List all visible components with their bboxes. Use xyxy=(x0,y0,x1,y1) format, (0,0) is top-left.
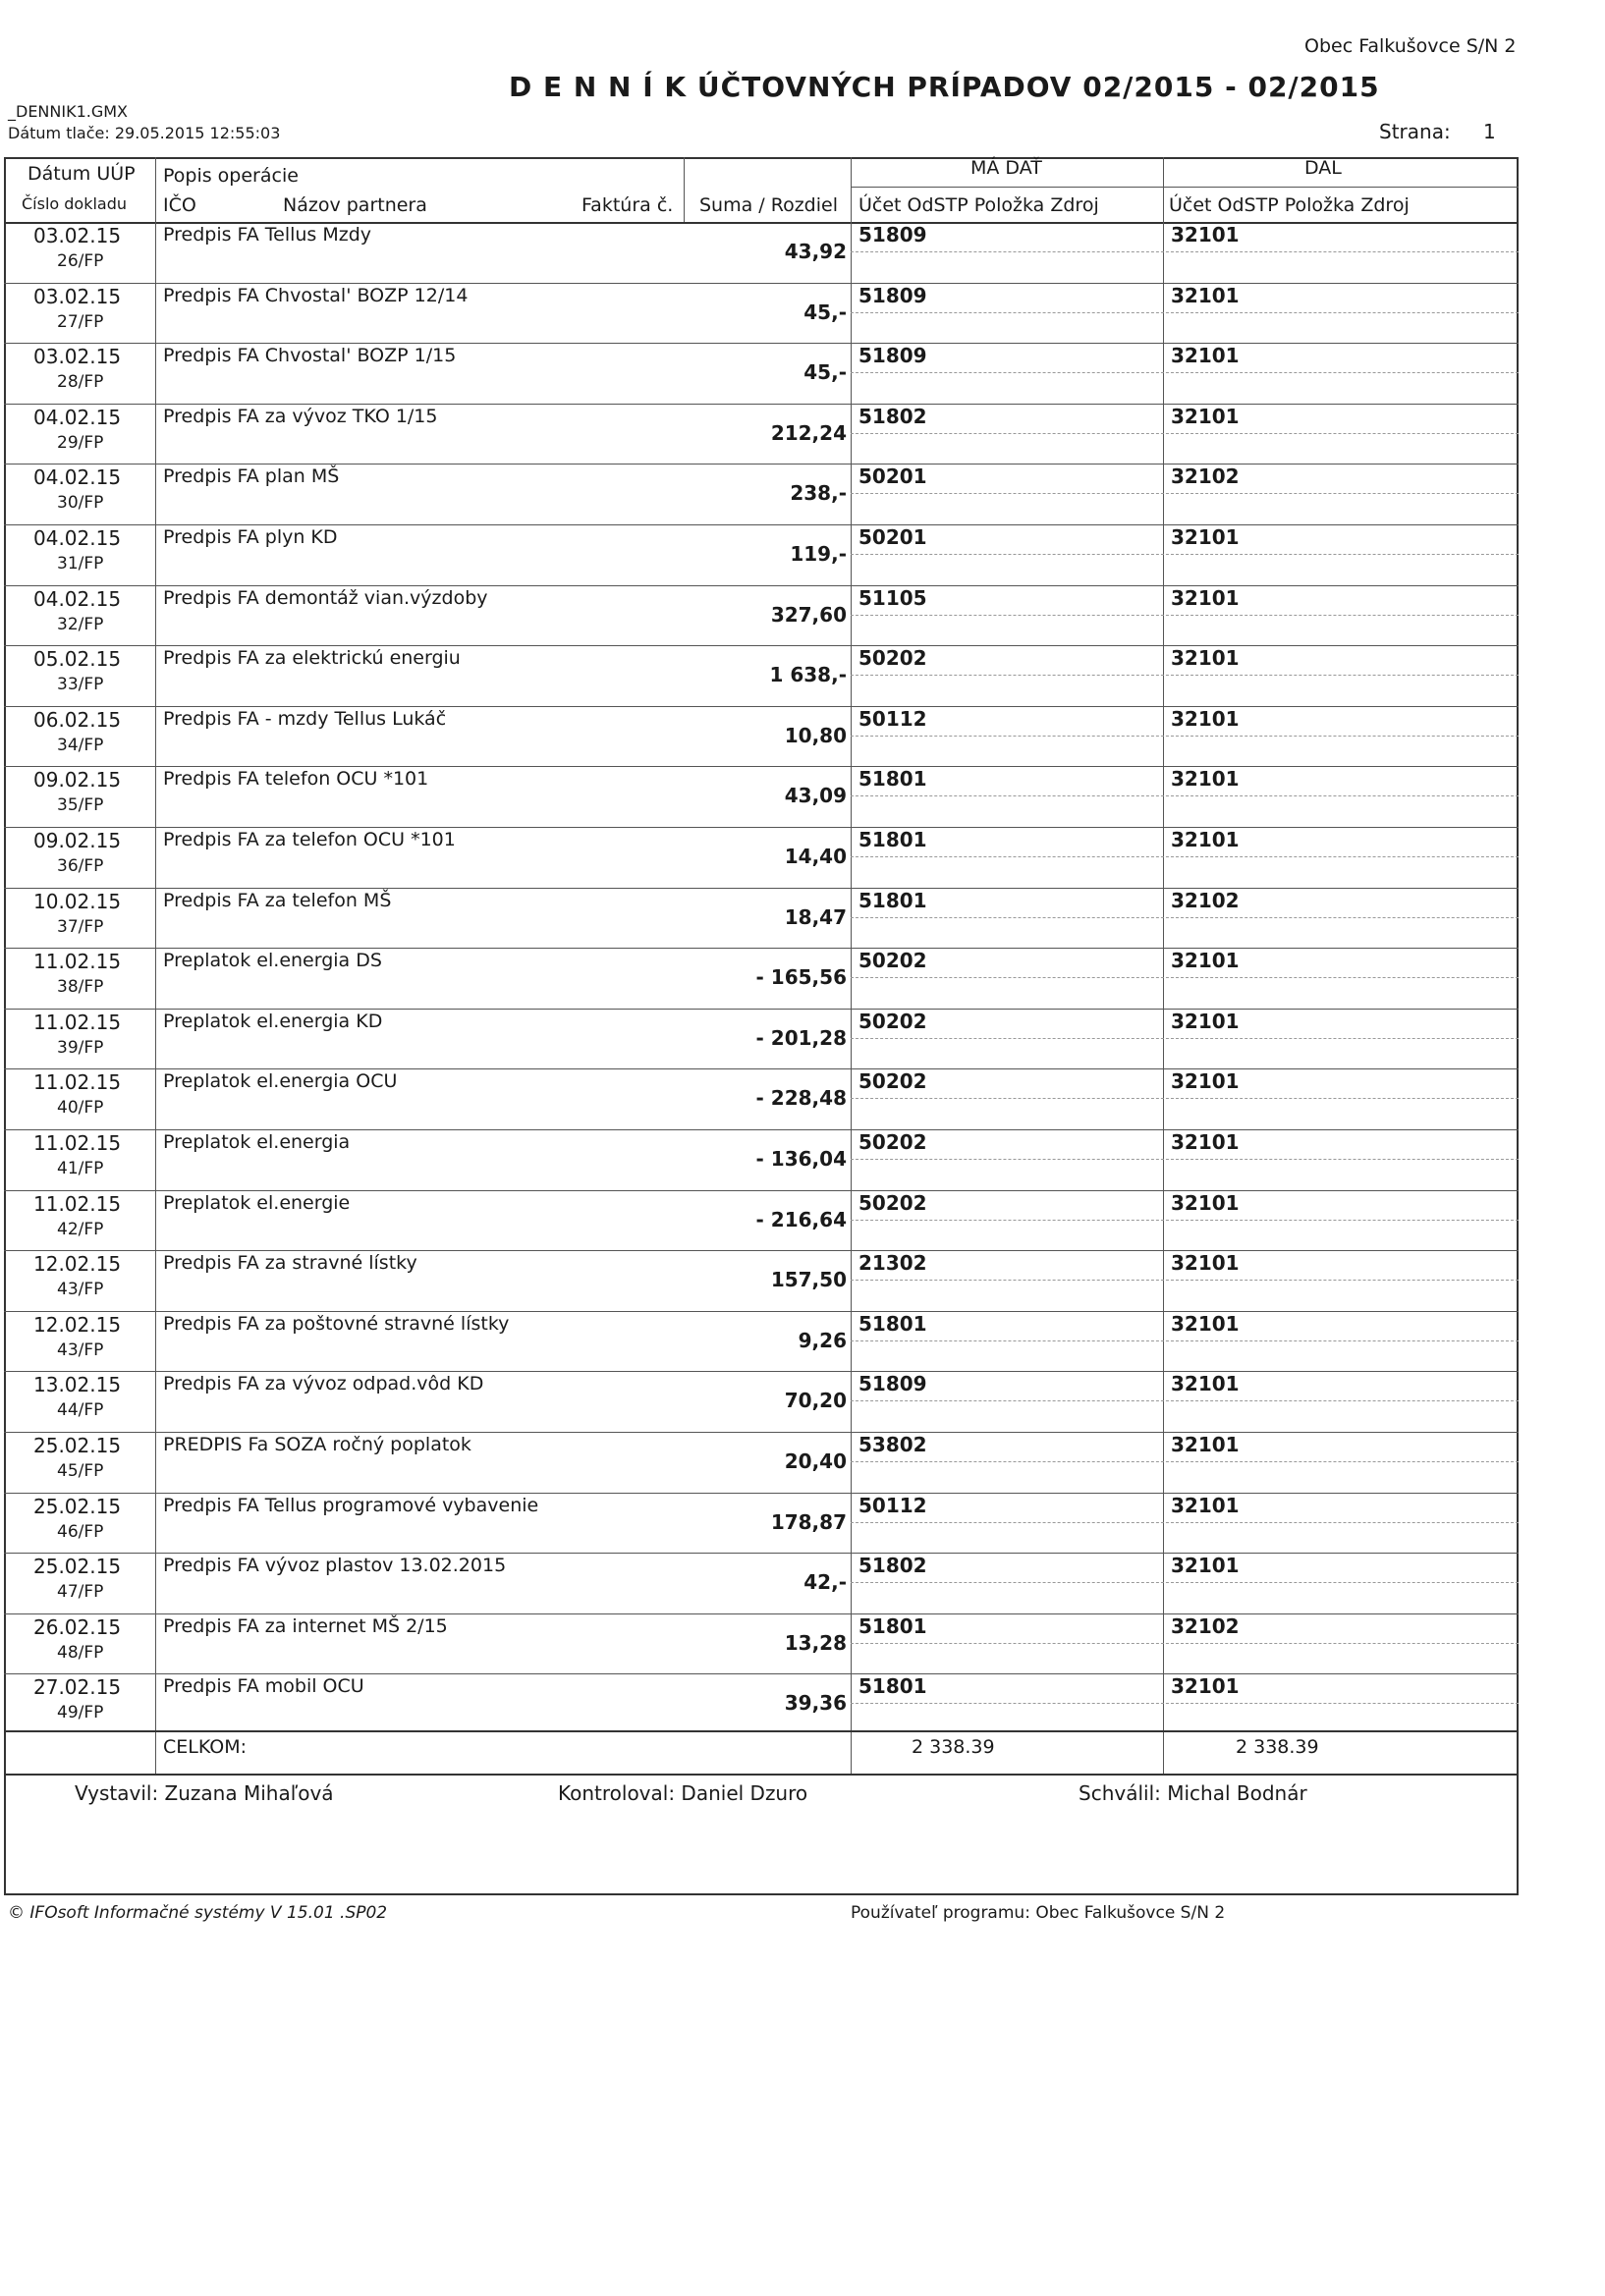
row-description: Predpis FA plyn KD xyxy=(163,526,338,548)
totals-bottom-line xyxy=(4,1774,1519,1776)
row-separator xyxy=(4,645,1519,646)
row-inner-line xyxy=(851,977,1519,978)
row-separator xyxy=(4,1311,1519,1312)
col-divider-1 xyxy=(155,157,156,1776)
row-description: Predpis FA telefon OCU *101 xyxy=(163,768,429,791)
row-description: Predpis FA Chvostal' BOZP 12/14 xyxy=(163,284,469,306)
row-inner-line xyxy=(851,1643,1519,1644)
row-inner-line xyxy=(851,433,1519,434)
row-dal-account: 32101 xyxy=(1171,1311,1240,1336)
row-doc-number: 40/FP xyxy=(57,1098,104,1119)
col-divider-3 xyxy=(851,157,852,1776)
total-dal: 2 338.39 xyxy=(1236,1736,1319,1758)
row-doc-number: 49/FP xyxy=(57,1703,104,1723)
row-doc-number: 36/FP xyxy=(57,856,104,876)
totals-top-line xyxy=(4,1730,1519,1732)
row-dal-account: 32101 xyxy=(1171,1069,1240,1094)
col-date-uup: Dátum UÚP xyxy=(28,163,136,185)
row-description: Predpis FA Tellus Mzdy xyxy=(163,224,372,246)
row-description: Preplatok el.energie xyxy=(163,1191,351,1214)
row-ma-dat-account: 50202 xyxy=(858,646,927,671)
row-description: Preplatok el.energia xyxy=(163,1131,351,1153)
row-ma-dat-account: 51801 xyxy=(858,1613,927,1638)
row-separator xyxy=(4,948,1519,949)
row-doc-number: 35/FP xyxy=(57,795,104,816)
row-inner-line xyxy=(851,372,1519,373)
row-dal-account: 32101 xyxy=(1171,525,1240,549)
row-doc-number: 30/FP xyxy=(57,493,104,514)
row-ma-dat-account: 50202 xyxy=(858,1130,927,1154)
row-date: 27.02.15 xyxy=(33,1675,122,1700)
row-date: 09.02.15 xyxy=(33,829,122,852)
row-description: Predpis FA - mzdy Tellus Lukáč xyxy=(163,707,447,730)
col-ico: IČO xyxy=(163,194,196,216)
row-inner-line xyxy=(851,1703,1519,1704)
row-inner-line xyxy=(851,251,1519,252)
row-separator xyxy=(4,1190,1519,1191)
row-separator xyxy=(4,343,1519,344)
row-date: 11.02.15 xyxy=(33,1010,122,1034)
row-date: 11.02.15 xyxy=(33,1131,122,1155)
page-number: 1 xyxy=(1483,120,1496,143)
row-inner-line xyxy=(851,1159,1519,1160)
row-dal-account: 32101 xyxy=(1171,1554,1240,1578)
row-dal-account: 32101 xyxy=(1171,344,1240,368)
row-separator xyxy=(4,1673,1519,1674)
row-amount: 45,- xyxy=(803,300,847,324)
row-amount: 13,28 xyxy=(784,1630,847,1655)
row-ma-dat-account: 50202 xyxy=(858,1190,927,1215)
checked-by: Kontroloval: Daniel Dzuro xyxy=(558,1781,808,1805)
row-ma-dat-account: 51802 xyxy=(858,1554,927,1578)
row-amount: - 136,04 xyxy=(755,1147,847,1171)
row-date: 03.02.15 xyxy=(33,224,122,247)
col-doc-no: Číslo dokladu xyxy=(22,194,128,213)
row-separator xyxy=(4,706,1519,707)
row-separator xyxy=(4,404,1519,405)
row-ma-dat-account: 50202 xyxy=(858,1069,927,1094)
col-amount: Suma / Rozdiel xyxy=(699,194,838,216)
row-ma-dat-account: 50201 xyxy=(858,525,927,549)
total-ma-dat: 2 338.39 xyxy=(912,1736,995,1758)
row-dal-account: 32101 xyxy=(1171,1493,1240,1517)
row-amount: 39,36 xyxy=(784,1691,847,1716)
row-inner-line xyxy=(851,1461,1519,1462)
row-inner-line xyxy=(851,1280,1519,1281)
row-description: Predpis FA demontáž vian.výzdoby xyxy=(163,586,488,609)
row-separator xyxy=(4,524,1519,525)
row-amount: - 165,56 xyxy=(755,965,847,990)
row-amount: 18,47 xyxy=(784,904,847,929)
row-separator xyxy=(4,1371,1519,1372)
row-description: Predpis FA za internet MŠ 2/15 xyxy=(163,1614,448,1637)
row-description: Predpis FA Tellus programové vybavenie xyxy=(163,1494,539,1516)
row-doc-number: 42/FP xyxy=(57,1219,104,1239)
row-separator xyxy=(4,1432,1519,1433)
issued-by: Vystavil: Zuzana Mihaľová xyxy=(75,1781,334,1805)
row-dal-account: 32101 xyxy=(1171,1433,1240,1456)
row-description: PREDPIS Fa SOZA ročný poplatok xyxy=(163,1434,471,1455)
row-ma-dat-account: 50201 xyxy=(858,465,927,489)
row-separator xyxy=(4,1009,1519,1010)
row-ma-dat-account: 51809 xyxy=(858,283,927,307)
row-description: Predpis FA za telefon OCU *101 xyxy=(163,829,456,850)
row-dal-account: 32101 xyxy=(1171,949,1240,973)
footer-software: © IFOsoft Informačné systémy V 15.01 .SP02 xyxy=(8,1903,388,1923)
row-separator xyxy=(4,1129,1519,1130)
row-ma-dat-account: 50202 xyxy=(858,949,927,973)
row-amount: 20,40 xyxy=(784,1449,847,1473)
row-doc-number: 41/FP xyxy=(57,1159,104,1178)
row-separator xyxy=(4,1068,1519,1069)
row-doc-number: 38/FP xyxy=(57,977,104,998)
row-separator xyxy=(4,1493,1519,1494)
row-dal-account: 32101 xyxy=(1171,1674,1240,1699)
row-description: Predpis FA mobil OCU xyxy=(163,1675,364,1698)
row-date: 06.02.15 xyxy=(33,707,122,732)
row-ma-dat-account: 50112 xyxy=(858,706,927,731)
row-description: Preplatok el.energia KD xyxy=(163,1010,383,1032)
row-doc-number: 28/FP xyxy=(57,372,104,393)
row-separator xyxy=(4,827,1519,828)
row-ma-dat-account: 51801 xyxy=(858,1311,927,1336)
row-ma-dat-account: 51809 xyxy=(858,223,927,246)
row-dal-account: 32101 xyxy=(1171,585,1240,610)
row-inner-line xyxy=(851,1038,1519,1039)
row-ma-dat-account: 50202 xyxy=(858,1009,927,1033)
col-divider-2 xyxy=(684,157,685,222)
row-date: 25.02.15 xyxy=(33,1434,122,1457)
row-ma-dat-account: 51801 xyxy=(858,1674,927,1699)
row-dal-account: 32102 xyxy=(1171,888,1240,912)
row-inner-line xyxy=(851,736,1519,737)
file-name: _DENNIK1.GMX xyxy=(8,102,129,121)
row-ma-dat-account: 51105 xyxy=(858,585,927,610)
row-amount: 119,- xyxy=(790,542,847,566)
row-description: Predpis FA za telefon MŠ xyxy=(163,889,392,911)
document-title: D E N N Í K ÚČTOVNÝCH PRÍPADOV 02/2015 - 02/2015 xyxy=(509,71,1380,103)
row-inner-line xyxy=(851,1582,1519,1583)
row-separator xyxy=(4,766,1519,767)
row-inner-line xyxy=(851,1522,1519,1523)
row-amount: - 201,28 xyxy=(755,1025,847,1050)
row-ma-dat-account: 51809 xyxy=(858,344,927,368)
row-doc-number: 37/FP xyxy=(57,916,104,937)
row-ma-dat-account: 51801 xyxy=(858,767,927,792)
col-ma-dat: MÁ DAŤ xyxy=(970,157,1042,179)
row-amount: 70,20 xyxy=(784,1389,847,1413)
row-doc-number: 45/FP xyxy=(57,1461,104,1481)
row-amount: 10,80 xyxy=(784,723,847,747)
row-ma-dat-account: 53802 xyxy=(858,1433,927,1456)
col-partner: Názov partnera xyxy=(283,194,427,216)
row-date: 13.02.15 xyxy=(33,1373,122,1397)
row-doc-number: 43/FP xyxy=(57,1280,104,1300)
row-separator xyxy=(4,1553,1519,1554)
row-dal-account: 32101 xyxy=(1171,404,1240,428)
row-date: 03.02.15 xyxy=(33,345,122,369)
approved-by: Schválil: Michal Bodnár xyxy=(1079,1781,1307,1805)
row-date: 12.02.15 xyxy=(33,1312,122,1337)
row-description: Predpis FA za vývoz TKO 1/15 xyxy=(163,405,438,427)
row-dal-account: 32101 xyxy=(1171,828,1240,851)
row-inner-line xyxy=(851,615,1519,616)
row-ma-dat-account: 51809 xyxy=(858,1372,927,1396)
row-date: 10.02.15 xyxy=(33,889,122,913)
row-amount: 9,26 xyxy=(798,1328,847,1352)
row-inner-line xyxy=(851,795,1519,796)
row-amount: 178,87 xyxy=(770,1509,847,1534)
row-doc-number: 32/FP xyxy=(57,614,104,634)
row-date: 04.02.15 xyxy=(33,465,122,490)
col-operation: Popis operácie xyxy=(163,165,299,187)
row-amount: 212,24 xyxy=(770,420,847,445)
row-amount: 42,- xyxy=(803,1570,847,1595)
row-inner-line xyxy=(851,493,1519,494)
company-name: Obec Falkušovce S/N 2 xyxy=(1304,35,1517,57)
row-date: 03.02.15 xyxy=(33,284,122,308)
row-date: 25.02.15 xyxy=(33,1555,122,1579)
row-ma-dat-account: 51801 xyxy=(858,888,927,912)
row-doc-number: 39/FP xyxy=(57,1037,104,1058)
row-date: 04.02.15 xyxy=(33,586,122,611)
row-doc-number: 34/FP xyxy=(57,735,104,755)
row-dal-account: 32101 xyxy=(1171,1251,1240,1276)
row-separator xyxy=(4,1613,1519,1614)
row-doc-number: 27/FP xyxy=(57,311,104,332)
row-doc-number: 44/FP xyxy=(57,1400,104,1421)
row-date: 12.02.15 xyxy=(33,1252,122,1277)
row-dal-account: 32101 xyxy=(1171,1009,1240,1033)
row-amount: 238,- xyxy=(790,481,847,506)
row-date: 11.02.15 xyxy=(33,1070,122,1095)
row-description: Preplatok el.energia DS xyxy=(163,950,382,972)
footer-user: Používateľ programu: Obec Falkušovce S/N 2 xyxy=(851,1903,1226,1923)
row-dal-account: 32101 xyxy=(1171,767,1240,792)
row-ma-dat-account: 50112 xyxy=(858,1493,927,1517)
row-doc-number: 46/FP xyxy=(57,1521,104,1542)
row-description: Predpis FA Chvostal' BOZP 1/15 xyxy=(163,345,457,367)
row-dal-account: 32101 xyxy=(1171,1130,1240,1154)
row-inner-line xyxy=(851,1098,1519,1099)
row-date: 11.02.15 xyxy=(33,950,122,974)
row-doc-number: 29/FP xyxy=(57,432,104,453)
row-inner-line xyxy=(851,1400,1519,1401)
row-date: 04.02.15 xyxy=(33,526,122,550)
row-doc-number: 31/FP xyxy=(57,554,104,574)
row-inner-line xyxy=(851,1340,1519,1341)
row-doc-number: 48/FP xyxy=(57,1642,104,1663)
row-dal-account: 32101 xyxy=(1171,706,1240,731)
row-dal-account: 32101 xyxy=(1171,223,1240,246)
row-description: Predpis FA za stravné lístky xyxy=(163,1252,417,1275)
row-description: Preplatok el.energia OCU xyxy=(163,1070,398,1093)
row-amount: - 228,48 xyxy=(755,1086,847,1111)
row-separator xyxy=(4,283,1519,284)
row-dal-account: 32101 xyxy=(1171,646,1240,671)
row-dal-account: 32101 xyxy=(1171,283,1240,307)
col-invoice: Faktúra č. xyxy=(581,194,674,216)
col-dal-sub: Účet OdSTP Položka Zdroj xyxy=(1169,194,1410,216)
row-separator xyxy=(4,888,1519,889)
row-description: Predpis FA za poštovné stravné lístky xyxy=(163,1312,510,1335)
row-dal-account: 32102 xyxy=(1171,1613,1240,1638)
row-date: 09.02.15 xyxy=(33,768,122,793)
row-dal-account: 32101 xyxy=(1171,1372,1240,1396)
row-date: 25.02.15 xyxy=(33,1494,122,1518)
row-amount: 45,- xyxy=(803,360,847,385)
row-doc-number: 47/FP xyxy=(57,1582,104,1603)
col-dal: DAL xyxy=(1304,157,1342,179)
row-ma-dat-account: 51802 xyxy=(858,404,927,428)
row-doc-number: 43/FP xyxy=(57,1339,104,1360)
total-label: CELKOM: xyxy=(163,1736,248,1758)
row-amount: 1 638,- xyxy=(769,663,847,687)
print-date: Dátum tlače: 29.05.2015 12:55:03 xyxy=(8,124,281,142)
row-description: Predpis FA plan MŠ xyxy=(163,465,340,488)
row-doc-number: 26/FP xyxy=(57,251,104,271)
row-amount: - 216,64 xyxy=(755,1207,847,1231)
row-inner-line xyxy=(851,917,1519,918)
row-date: 05.02.15 xyxy=(33,647,122,672)
row-inner-line xyxy=(851,675,1519,676)
row-inner-line xyxy=(851,1220,1519,1221)
row-dal-account: 32101 xyxy=(1171,1190,1240,1215)
row-amount: 43,09 xyxy=(784,784,847,808)
row-dal-account: 32102 xyxy=(1171,465,1240,489)
col-md-sub: Účet OdSTP Položka Zdroj xyxy=(858,194,1099,216)
row-doc-number: 33/FP xyxy=(57,675,104,695)
col-divider-4 xyxy=(1163,157,1164,1776)
row-ma-dat-account: 51801 xyxy=(858,828,927,851)
row-date: 26.02.15 xyxy=(33,1614,122,1639)
page-label: Strana: xyxy=(1379,120,1451,143)
header-sub-divider xyxy=(851,187,1519,188)
row-ma-dat-account: 21302 xyxy=(858,1251,927,1276)
row-separator xyxy=(4,1250,1519,1251)
row-date: 11.02.15 xyxy=(33,1191,122,1216)
row-description: Predpis FA vývoz plastov 13.02.2015 xyxy=(163,1555,507,1577)
row-inner-line xyxy=(851,856,1519,857)
row-description: Predpis FA za vývoz odpad.vôd KD xyxy=(163,1373,484,1395)
row-inner-line xyxy=(851,312,1519,313)
row-separator xyxy=(4,585,1519,586)
row-amount: 327,60 xyxy=(770,602,847,627)
row-amount: 14,40 xyxy=(784,845,847,868)
row-inner-line xyxy=(851,554,1519,555)
row-description: Predpis FA za elektrickú energiu xyxy=(163,647,461,670)
row-date: 04.02.15 xyxy=(33,405,122,429)
row-amount: 43,92 xyxy=(784,240,847,263)
row-amount: 157,50 xyxy=(770,1268,847,1292)
